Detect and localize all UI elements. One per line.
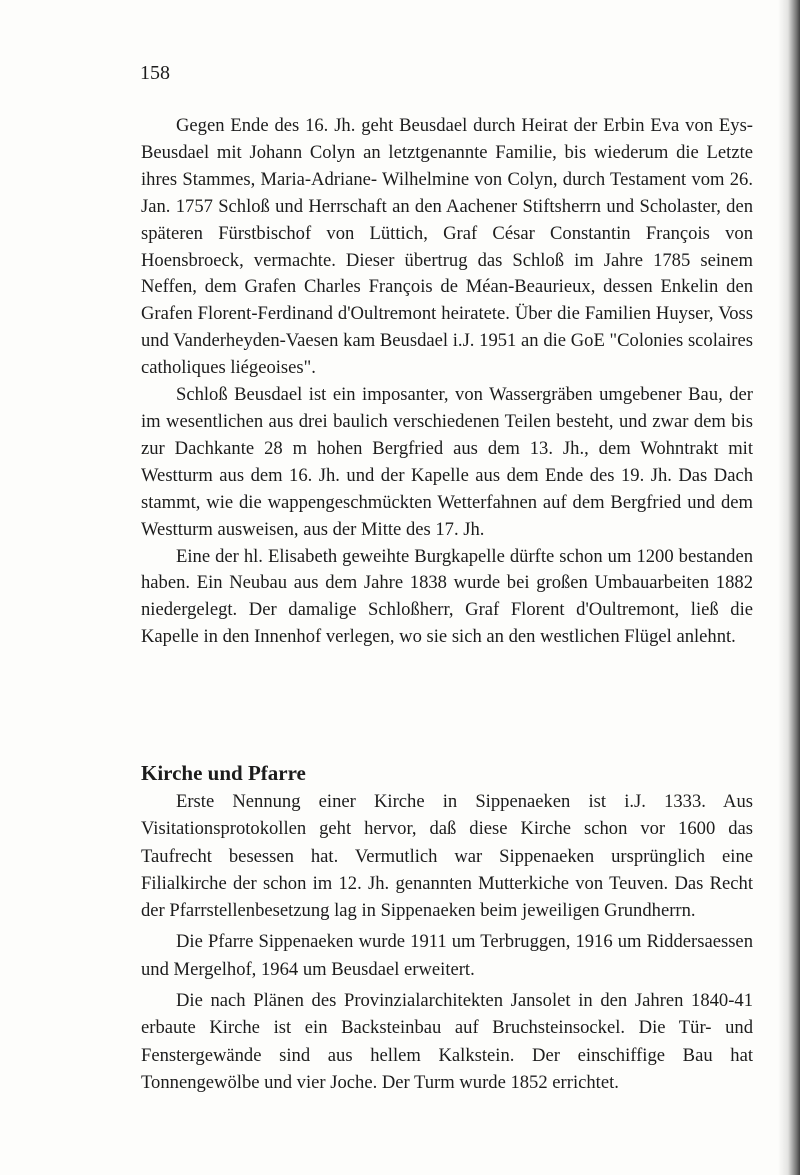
paragraph-beusdael-ownership: Gegen Ende des 16. Jh. geht Beusdael durch Heirat der Erbin Eva von Eys-Beusdael mit Johann Colyn an letztgenannte Familie, bis wiederum die Letzte ihres Stammes, Maria-Adriane- Wilhelmine von Colyn, durch Testament vom 26. Jan. 1757 Schloß und Herrschaft an den Aachener Stiftsherrn und Scholaster, den späteren Fürstbischof von Lüttich, Graf César Constantin François von Hoensbroeck, vermachte. Dieser übertrug das Schloß im Jahre 1785 seinem Neffen, dem Grafen Charles François de Méan-Beaurieux, dessen Enkelin den Grafen Florent-Ferdinand d'Oultremont heiratete. Über die Familien Huyser, Voss und Vanderheyden-Vaesen kam Beusdael i.J. 1951 an die GoE "Colonies scolaires catholiques liégeoises". [141, 115, 753, 379]
page-number: 158 [140, 62, 170, 84]
scan-edge-shadow [778, 0, 800, 1175]
paragraph-church-first-mention: Erste Nennung einer Kirche in Sippenaeken ist i.J. 1333. Aus Visitationsprotokollen geht hervor, daß diese Kirche schon vor 1600 das Taufrecht besessen hat. Vermutlich war Sippenaeken ursprünglich eine Filialkirche der schon im 12. Jh. genannten Mutterkiche von Teuven. Das Recht der Pfarrstellenbesetzung lag in Sippenaeken beim jeweiligen Grundherrn. [141, 791, 753, 922]
paragraph-castle-chapel: Eine der hl. Elisabeth geweihte Burgkapelle dürfte schon um 1200 bestanden haben. Ein Neubau aus dem Jahre 1838 wurde bei großen Umbauarbeiten 1882 niedergelegt. Der damalige Schloßherr, Graf Florent d'Oultremont, ließ die Kapelle in den Innenhof verlegen, wo sie sich an den westlichen Flügel anlehnt. [141, 545, 753, 648]
section-heading-kirche-pfarre: Kirche und Pfarre [141, 761, 306, 785]
paragraph-beusdael-architecture: Schloß Beusdael ist ein imposanter, von Wassergräben umgebener Bau, der im wesentlichen aus drei baulich verschiedenen Teilen besteht, und zwar dem bis zur Dachkante 28 m hohen Bergfried aus dem 13. Jh., dem Wohntrakt mit Westturm aus dem 16. Jh. und der Kapelle aus dem Ende des 19. Jh. Das Dach stammt, wie die wappengeschmückten Wetterfahnen auf dem Bergfried und dem Westturm ausweisen, aus der Mitte des 17. Jh. [141, 384, 753, 540]
paragraph-church-building: Die nach Plänen des Provinzialarchitekten Jansolet in den Jahren 1840-41 erbaute Kirche ist ein Backsteinbau auf Bruchsteinsockel. Die Tür- und Fenstergewände sind aus hellem Kalkstein. Der einschiffige Bau hat Tonnengewölbe und vier Joche. Der Turm wurde 1852 errichtet. [141, 990, 753, 1093]
section-kirche-pfarre [141, 788, 753, 1096]
section-beusdael-history [141, 113, 753, 651]
paragraph-parish-extension: Die Pfarre Sippenaeken wurde 1911 um Terbruggen, 1916 um Riddersaessen und Mergelhof, 1964 um Beusdael erweitert. [141, 931, 753, 980]
